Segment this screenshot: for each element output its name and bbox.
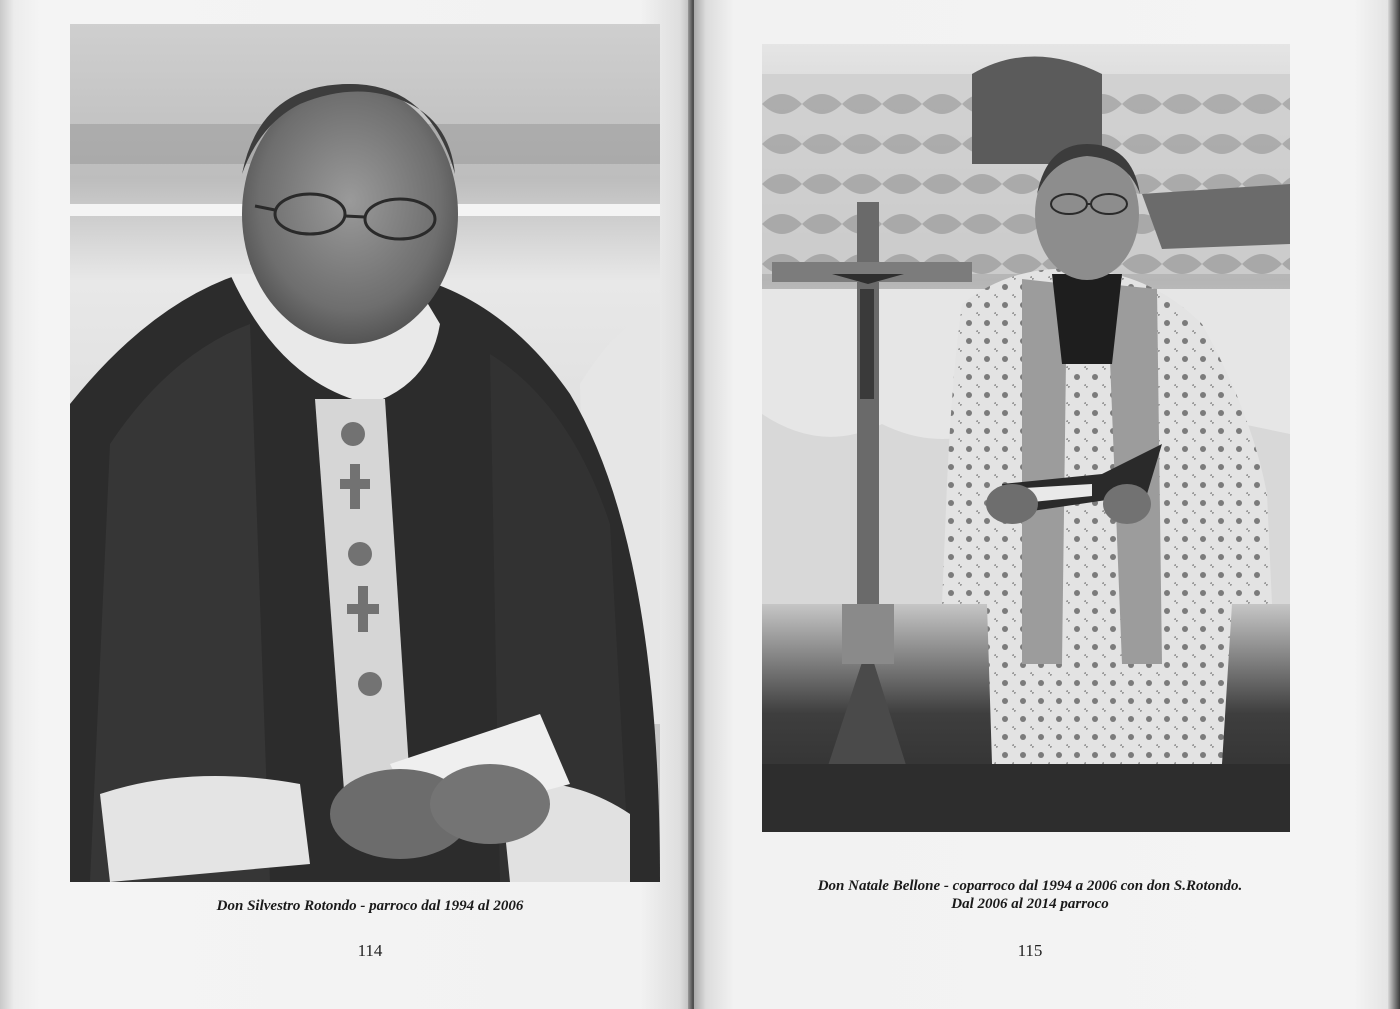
book-right-edge — [1388, 0, 1400, 1009]
page-number-right: 115 — [1017, 941, 1043, 960]
portrait-photo-silvestro-rotondo — [70, 24, 660, 882]
caption-right — [740, 877, 1320, 913]
caption-right-line-2: Dal 2006 al 2014 parroco — [951, 896, 1109, 912]
page-number-left: 114 — [357, 941, 383, 960]
portrait-photo-natale-bellone — [762, 44, 1290, 832]
caption-left: Don Silvestro Rotondo - parroco dal 1994 al 2006 — [216, 898, 524, 914]
portrait-illustration-left — [70, 24, 660, 882]
portrait-illustration-right — [762, 44, 1290, 832]
left-page — [0, 0, 692, 1009]
caption-right-line-1: Don Natale Bellone - coparroco dal 1994 a 2006 con don S.Rotondo. — [817, 878, 1243, 894]
